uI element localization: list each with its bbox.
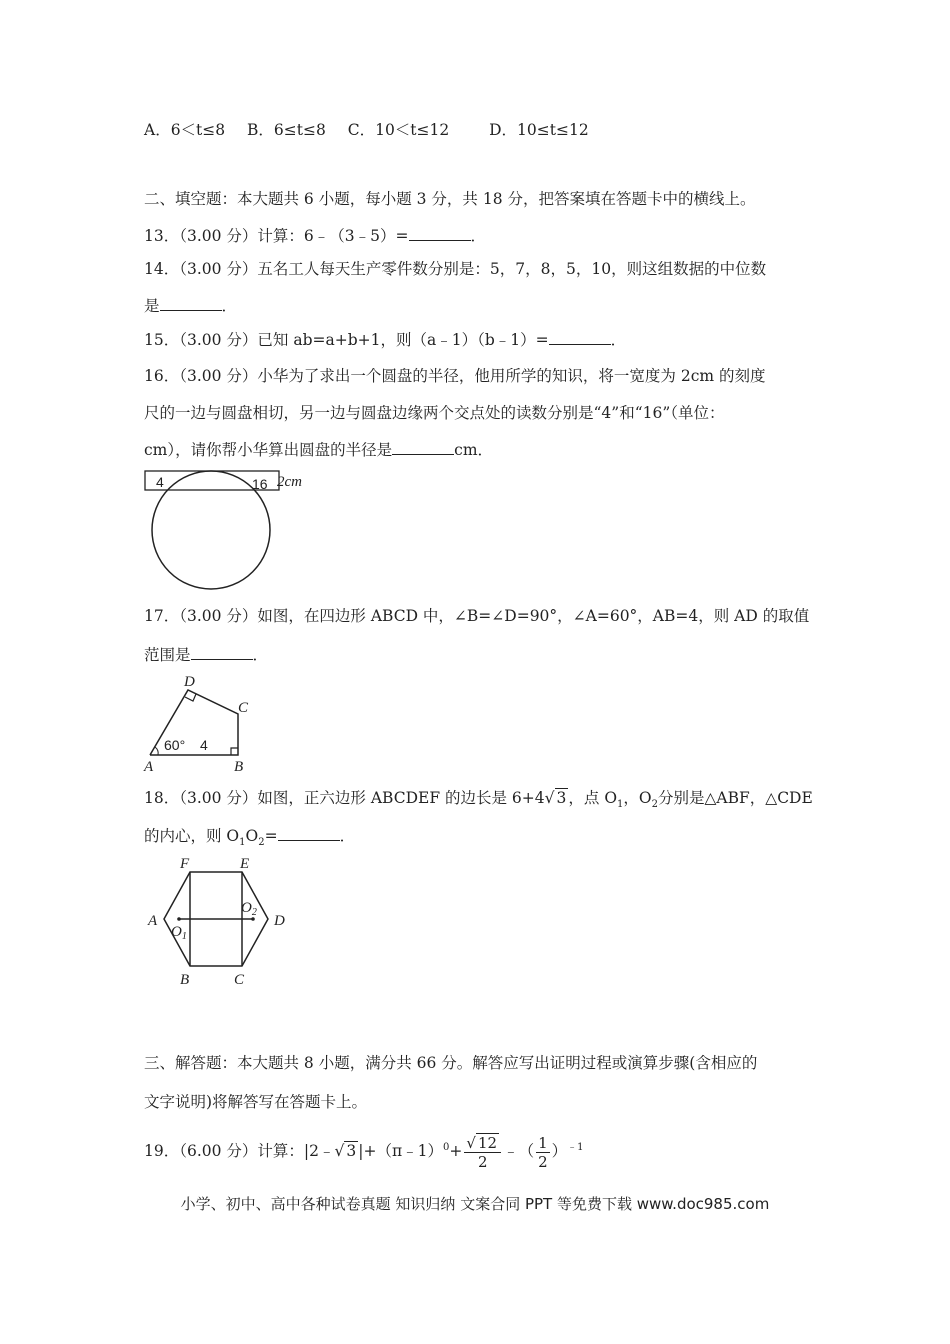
answer-blank[interactable] [409,226,471,241]
label-e: E [240,856,250,872]
reading-left: 4 [156,474,164,490]
sub-1: 1 [239,837,246,849]
label-a: A [144,759,154,775]
q16-text: cm），请你帮小华算出圆盘的半径是 [144,441,393,459]
q18-figure [140,852,300,992]
fraction-half [536,1134,550,1171]
option-a: A．6＜t≤8 [144,121,226,139]
q16-end: cm． [454,441,494,459]
q18-text-a: 18．（3.00 分）如图，正六边形 ABCDEF 的边长是 6+4 [144,789,545,807]
q18-text-d: 分别是△ABF，△CDE [658,789,813,807]
q18-text-b: ，点 O [568,789,618,807]
sub-1: 1 [617,799,624,811]
section3-line1: 三、解答题：本大题共 8 小题，满分共 66 分。解答应写出证明过程或演算步骤(含相应的 [144,1054,758,1072]
label-d: D [184,674,195,690]
sqrt-3: 3 [346,1142,357,1161]
q18-text-f: O [245,827,259,845]
label-a: A [148,913,158,929]
fraction-sqrt12-over-2: $\frac{√ 12}{2}$ [464,1134,501,1171]
label-o1: $O_1$ [171,924,187,942]
label-b: B [234,759,244,775]
section2-heading: 二、填空题：本大题共 6 小题，每小题 3 分，共 18 分，把答案填在答题卡中的横线上。 [144,190,756,208]
q12-options [144,120,589,140]
minus-open: ﹣（ [503,1142,535,1161]
option-c: C．10＜t≤12 [347,121,450,139]
answer-blank[interactable] [191,645,253,660]
abs-open: |2﹣ [303,1142,335,1161]
q16-line2: 尺的一边与圆盘相切，另一边与圆盘边缘两个交点处的读数分别是“4”和“16”（单位： [144,404,725,422]
exponent-0: 0 [443,1142,450,1153]
label-d: D [274,913,285,929]
q14-end: ． [221,297,238,315]
angle-arc-a [155,747,158,755]
section3-line2: 文字说明)将解答写在答题卡上。 [144,1093,368,1111]
q17-line2 [144,645,268,665]
paren-close: ） [551,1142,568,1161]
q17-figure [140,670,260,776]
q13-end: ． [470,227,487,245]
q18-line1: 18．（3.00 分）如图，正六边形 ABCDEF 的边长是 6+4√ 3 ，点 $O_1$，$O_2$分别是△ABF，△CDE [144,789,813,811]
ruler-width-label: 2cm [277,474,302,490]
label-f: F [180,856,190,872]
sqrt-3: 3 [556,789,567,807]
answer-blank[interactable] [392,440,454,455]
label-c: C [234,972,245,988]
answer-blank[interactable] [549,330,611,345]
q15 [144,330,626,350]
reading-right: 16 [252,476,268,492]
label-o2: $O_2$ [241,900,257,918]
page-footer: 小学、初中、高中各种试卷真题 知识归纳 文案合同 PPT 等免费下载 www.doc985.com [180,1195,770,1213]
q18-text-g: = [264,827,278,845]
q18-line2 [144,826,355,853]
q19: 19．（6.00 分）计算：|2﹣√ 3 |+（π﹣1）$^0$+ $\frac{√ 12}{2}$ ﹣（ $\frac{1}{2}$ ）$^{﹣1}$ [144,1133,584,1171]
right-angle-d [185,694,196,701]
abs-close: |+（π﹣1） [358,1142,444,1161]
label-b: B [180,972,190,988]
numerator-1: 1 [538,1133,548,1152]
q13 [144,226,486,246]
q15-end: ． [610,331,627,349]
point-o1 [177,917,181,921]
exponent-neg1: ﹣1 [567,1142,584,1153]
option-b: B．6≤t≤8 [247,121,326,139]
plus-sign: + [449,1142,463,1161]
sqrt-12: 12 [477,1133,498,1152]
answer-blank[interactable] [278,826,340,841]
q14-line1: 14．（3.00 分）五名工人每天生产零件数分别是：5，7，8，5，10，则这组数据的中位数 [144,260,767,278]
q16-figure [140,466,330,592]
q19-prefix: 19．（6.00 分）计算： [144,1142,304,1161]
label-c: C [238,700,249,716]
denominator-2b: 2 [538,1152,548,1171]
sub-2: 2 [651,799,659,811]
q17-line1: 17．（3.00 分）如图，在四边形 ABCD 中，∠B=∠D=90°，∠A=60°，AB=4，则 AD 的取值 [144,607,810,625]
q13-text: 13．（3.00 分）计算：6﹣（3﹣5）= [144,227,409,245]
q17-text: 范围是 [144,646,191,664]
q18-text-c: ，O [623,789,652,807]
sub-2: 2 [258,837,265,849]
denominator-2: 2 [477,1152,488,1171]
q18-end: ． [339,827,356,845]
option-d: D．10≤t≤12 [489,121,589,139]
q16-line1: 16．（3.00 分）小华为了求出一个圆盘的半径，他用所学的知识，将一宽度为 2cm 的刻度 [144,367,766,385]
q17-end: ． [252,646,269,664]
q18-text-e: 的内心，则 O [144,827,240,845]
q15-text: 15．（3.00 分）已知 ab=a+b+1，则（a﹣1）（b﹣1）= [144,331,549,349]
q14-text: 是 [144,297,160,315]
q14-line2 [144,296,237,316]
side-label: 4 [200,737,208,753]
angle-label: 60° [164,737,186,753]
right-angle-b [231,748,238,755]
answer-blank[interactable] [160,296,222,311]
q16-line3 [144,440,493,460]
